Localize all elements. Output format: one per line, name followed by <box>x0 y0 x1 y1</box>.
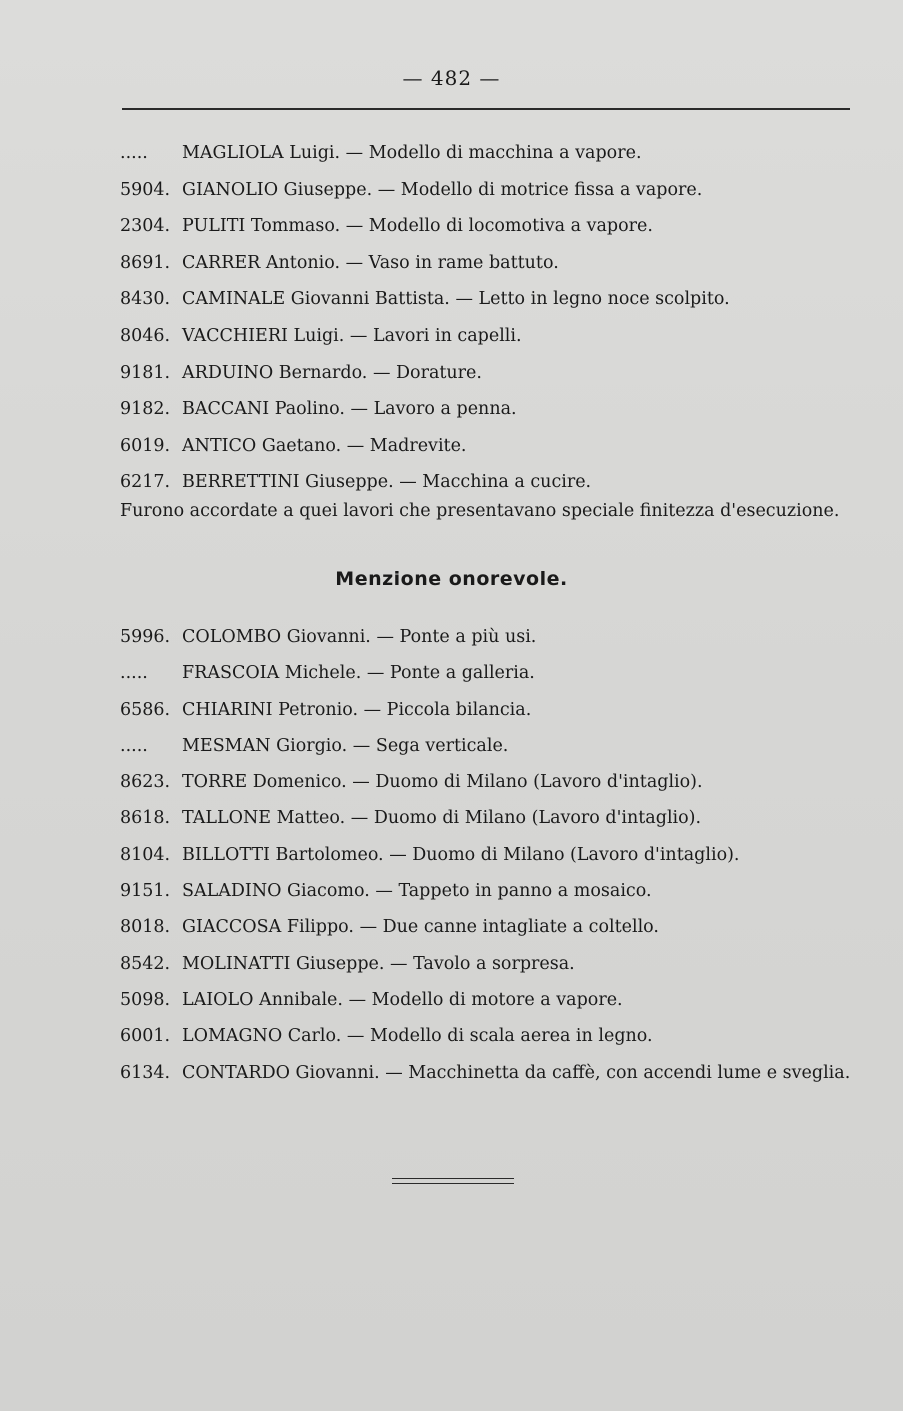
list-item <box>120 1058 880 1094</box>
entry-description: — Due canne intagliate a coltello. <box>359 917 659 938</box>
note-paragraph: Furono accordate a quei lavori che presentavano speciale finitezza d'esecuzione. <box>120 501 840 521</box>
list-item <box>120 731 880 767</box>
list-item <box>120 1021 880 1057</box>
entry-name: MOLINATTI Giuseppe. <box>182 953 385 974</box>
list-item <box>120 949 880 985</box>
entry-description: — Modello di motrice fissa a vapore. <box>377 179 703 200</box>
entry-name: CONTARDO Giovanni. <box>182 1062 380 1083</box>
section-title: Menzione onorevole. <box>335 568 568 590</box>
entry-number: 8430. <box>120 289 171 310</box>
entry-number: 6586. <box>120 699 171 720</box>
entry-description: — Ponte a galleria. <box>366 663 535 684</box>
entry-name: LAIOLO Annibale. <box>182 989 343 1010</box>
entry-number: 8623. <box>120 772 171 793</box>
entry-name: PULITI Tommaso. <box>182 216 341 237</box>
list-item <box>120 284 860 321</box>
entry-number: 2304. <box>120 216 171 237</box>
entry-number: 8618. <box>120 808 171 829</box>
entry-number: 6001. <box>120 1026 171 1047</box>
list-item <box>120 767 880 803</box>
entry-name: FRASCOIA Michele. <box>182 663 362 684</box>
entry-description: — Duomo di Milano (Lavoro d'intaglio). <box>350 808 702 829</box>
list-item <box>120 985 880 1021</box>
entry-name: GIANOLIO Giuseppe. <box>182 179 373 200</box>
list-item <box>120 658 880 694</box>
entry-name: COLOMBO Giovanni. <box>182 627 371 647</box>
entry-description: — Sega verticale. <box>352 735 509 756</box>
list-item <box>120 321 860 358</box>
entry-description: — Lavori in capelli. <box>349 325 522 346</box>
entry-name: BACCANI Paolino. <box>182 399 345 420</box>
list-item <box>120 175 860 212</box>
entry-description: — Piccola bilancia. <box>363 699 532 720</box>
entry-description: — Tappeto in panno a mosaico. <box>375 881 652 902</box>
entry-name: TORRE Domenico. <box>182 772 347 793</box>
entry-number: ..... <box>120 143 148 163</box>
list-item <box>120 840 880 876</box>
entry-name: CAMINALE Giovanni Battista. <box>182 289 450 310</box>
entry-number: ..... <box>120 735 148 756</box>
entry-name: SALADINO Giacomo. <box>182 881 370 902</box>
entry-name: ARDUINO Bernardo. <box>182 362 368 383</box>
entry-number: 6019. <box>120 435 171 456</box>
list-item <box>120 912 880 948</box>
entry-description: — Letto in legno noce scolpito. <box>455 289 730 310</box>
entry-description: — Tavolo a sorpresa. <box>390 953 575 974</box>
entry-description: — Modello di macchina a vapore. <box>345 143 642 163</box>
entry-description: — Dorature. <box>372 362 482 383</box>
entry-name: BILLOTTI Bartolomeo. <box>182 844 384 865</box>
honorable-mention-list <box>120 622 880 1094</box>
entry-description: — Modello di scala aerea in legno. <box>346 1026 653 1047</box>
entry-name: LOMAGNO Carlo. <box>182 1026 342 1047</box>
entry-number: 5904. <box>120 179 171 200</box>
entry-number: 8018. <box>120 917 171 938</box>
entry-number: 6217. <box>120 472 171 493</box>
entry-name: TALLONE Matteo. <box>182 808 346 829</box>
entry-name: BERRETTINI Giuseppe. <box>182 472 394 493</box>
entry-number: 5098. <box>120 989 171 1010</box>
entry-name: ANTICO Gaetano. <box>182 435 342 456</box>
entry-number: 8542. <box>120 953 171 974</box>
entry-name: GIACCOSA Filippo. <box>182 917 354 938</box>
entry-number: 8104. <box>120 844 171 865</box>
list-item <box>120 394 860 431</box>
entry-number: 6134. <box>120 1062 171 1083</box>
entry-description: — Duomo di Milano (Lavoro d'intaglio). <box>352 772 703 793</box>
list-item <box>120 622 880 658</box>
page-number: — 482 — <box>402 66 501 90</box>
header-rule <box>122 108 850 110</box>
list-item <box>120 695 880 731</box>
entry-description: — Duomo di Milano (Lavoro d'intaglio). <box>389 844 740 865</box>
entry-number: ..... <box>120 663 148 684</box>
entry-description: — Modello di locomotiva a vapore. <box>345 216 653 237</box>
entry-number: 8046. <box>120 325 171 346</box>
entry-number: 5996. <box>120 627 171 647</box>
list-item <box>120 248 860 285</box>
entry-description: — Lavoro a penna. <box>350 399 517 420</box>
entry-name: MESMAN Giorgio. <box>182 735 348 756</box>
awards-list <box>120 138 860 504</box>
entry-description: — Modello di motore a vapore. <box>348 989 623 1010</box>
entry-description: — Macchina a cucire. <box>399 472 592 493</box>
list-item <box>120 138 860 175</box>
list-item <box>120 803 880 839</box>
entry-number: 8691. <box>120 252 171 273</box>
list-item <box>120 431 860 468</box>
list-item <box>120 876 880 912</box>
footer-rule <box>392 1178 514 1184</box>
entry-number: 9151. <box>120 881 171 902</box>
entry-description: — Macchinetta da caffè, con accendi lume e sveglia. <box>385 1062 851 1083</box>
entry-name: CHIARINI Petronio. <box>182 699 359 720</box>
entry-number: 9182. <box>120 399 171 420</box>
entry-name: MAGLIOLA Luigi. <box>182 143 341 163</box>
entry-number: 9181. <box>120 362 171 383</box>
entry-name: CARRER Antonio. <box>182 252 341 273</box>
entry-description: — Vaso in rame battuto. <box>345 252 559 273</box>
entry-description: — Ponte a più usi. <box>376 627 537 647</box>
list-item <box>120 211 860 248</box>
list-item <box>120 358 860 395</box>
entry-name: VACCHIERI Luigi. <box>182 325 345 346</box>
entry-description: — Madrevite. <box>346 435 467 456</box>
